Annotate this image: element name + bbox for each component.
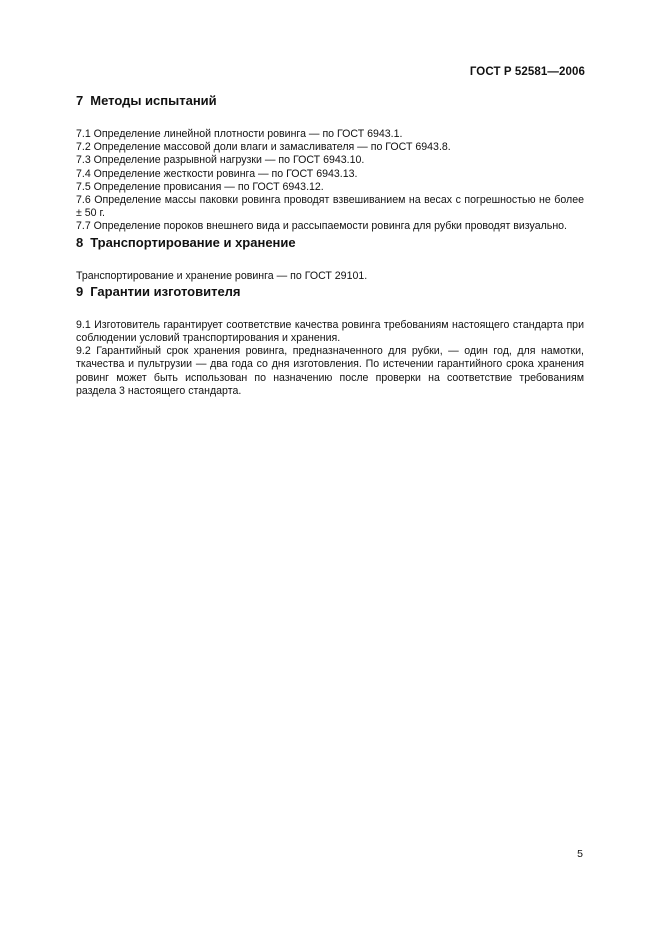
section-8	[76, 234, 584, 283]
section-heading	[76, 234, 584, 252]
page-number: 5	[577, 848, 583, 860]
paragraph: 7.3 Определение разрывной нагрузки — по ГОСТ 6943.10.	[76, 154, 365, 167]
paragraph: 7.7 Определение пороков внешнего вида и рассыпаемости ровинга для рубки проводят визуально.	[76, 220, 567, 233]
section-heading	[76, 283, 584, 301]
section-number: 8	[76, 234, 84, 250]
paragraph: 7.1 Определение линейной плотности ровинга — по ГОСТ 6943.1.	[76, 128, 403, 140]
section-title: Методы испытаний	[90, 93, 217, 108]
paragraph: 7.5 Определение провисания — по ГОСТ 6943.12.	[76, 180, 324, 193]
section-heading	[76, 92, 584, 110]
paragraph: 7.2 Определение массовой доли влаги и замасливателя — по ГОСТ 6943.8.	[76, 141, 451, 154]
section-number: 9	[76, 283, 84, 299]
document-body	[76, 92, 584, 398]
section-7	[76, 92, 584, 234]
section-title: Гарантии изготовителя	[90, 283, 241, 299]
section-number: 7	[76, 93, 84, 108]
document-code-header: ГОСТ Р 52581—2006	[469, 66, 585, 78]
paragraph: 9.2 Гарантийный срок хранения ровинга, предназначенного для рубки, — один год, для намотки, ткачества и пультрузии — два года со дня изготовления. По истечении гарантийного срока хранения ровинг может быть использован по назначению после проверки на соответствие требованиям раздела 3 настоящего стандарта.	[76, 345, 584, 397]
paragraph: 7.6 Определение массы паковки ровинга проводят взвешиванием на весах с погрешностью не более ± 50 г.	[76, 194, 584, 220]
section-9	[76, 283, 584, 398]
paragraph: Транспортирование и хранение ровинга — по ГОСТ 29101.	[76, 269, 368, 282]
paragraph: 7.4 Определение жесткости ровинга — по ГОСТ 6943.13.	[76, 167, 358, 180]
section-title: Транспортирование и хранение	[90, 234, 296, 250]
paragraph: 9.1 Изготовитель гарантирует соответствие качества ровинга требованиям настоящего стандарта при соблюдении условий транспортирования и хранения.	[76, 318, 584, 345]
